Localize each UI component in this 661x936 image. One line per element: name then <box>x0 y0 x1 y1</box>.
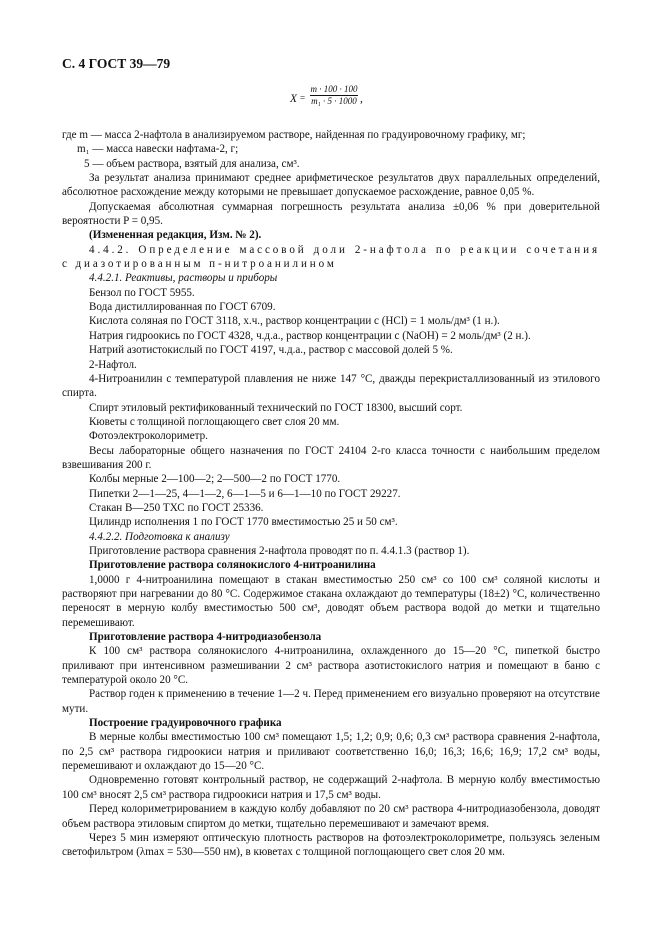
paragraph: Вода дистиллированная по ГОСТ 6709. <box>89 301 276 314</box>
paragraph: Перед колориметрированием в каждую колбу добавляют по 20 см³ раствора 4-нитродиазобензола, доводят объем раствора этиловым спиртом до метки, тщательно перемешивают и замечают время. <box>62 803 600 830</box>
paragraph: Натрий азотистокислый по ГОСТ 4197, ч.д.а., раствор с массовой долей 5 %. <box>89 344 453 357</box>
paragraph: Кюветы с толщиной поглощающего свет слоя 20 мм. <box>89 415 340 428</box>
paragraph: Через 5 мин измеряют оптическую плотность растворов на фотоэлектроколориметре, пользуясь зеленым светофильтром (λmax = 530—550 нм), в кюветах с толщиной поглощающего свет слоя 20 мм. <box>62 831 600 859</box>
paragraph: 5 — объем раствора, взятый для анализа, см³. <box>84 157 300 170</box>
paragraph: Весы лабораторные общего назначения по ГОСТ 24104 2-го класса точности с наибольшим пределом взвешивания 200 г. <box>62 444 600 471</box>
paragraph: Одновременно готовят контрольный раствор, не содержащий 2-нафтола. В мерную колбу вместимостью 100 см³ вносят 2,5 см³ раствора гидроокиси натрия и 17,5 см³ воды. <box>62 774 600 801</box>
page-header: С. 4 ГОСТ 39—79 <box>62 56 171 71</box>
procedure-heading: Приготовление раствора солянокислого 4-нитроанилина <box>89 559 376 572</box>
paragraph: Кислота соляная по ГОСТ 3118, х.ч., раствор концентрации с (HCl) = 1 моль/дм³ (1 н.). <box>89 315 500 328</box>
paragraph: 4-Нитроанилин с температурой плавления не ниже 147 °С, дважды перекристаллизованный из этилового спирта. <box>62 372 600 400</box>
paragraph: Спирт этиловый ректификованный технический по ГОСТ 18300, высший сорт. <box>89 401 463 414</box>
paragraph: Бензол по ГОСТ 5955. <box>89 286 195 299</box>
formula-equals: = <box>300 93 306 103</box>
paragraph: Допускаемая абсолютная суммарная погрешность результата анализа ±0,06 % при доверительной вероятности P = 0,95. <box>62 200 600 228</box>
section-note: (Измененная редакция, Изм. № 2). <box>89 229 262 242</box>
paragraph: Натрия гидроокись по ГОСТ 4328, ч.д.а., раствор концентрации с (NaOH) = 2 моль/дм³ (2 н.). <box>89 329 531 342</box>
procedure-heading: Построение градуировочного графика <box>89 717 282 730</box>
formula-denominator: m₁ · 5 · 1000 <box>311 96 357 106</box>
paragraph: В мерные колбы вместимостью 100 см³ помещают 1,5; 1,2; 0,9; 0,6; 0,3 см³ раствора сравнения 2-нафтола, по 2,5 см³ раствора гидроокиси натрия и приливают соответственно 16,0; 16,3; 16,6; 16,9; 17,2 см³ воды, перемешивают и охлаждают до 15—20 °С. <box>62 731 600 773</box>
paragraph: Колбы мерные 2—100—2; 2—500—2 по ГОСТ 1770. <box>89 473 341 486</box>
section-heading: 4.4.2. Определение массовой доли 2-нафтола по реакции сочетания с диазотированным п-нитроанилином <box>62 243 600 271</box>
paragraph: Фотоэлектроколориметр. <box>89 430 208 443</box>
subsection-heading: 4.4.2.2. Подготовка к анализу <box>89 530 230 543</box>
paragraph: 1,0000 г 4-нитроанилина помещают в стакан вместимостью 250 см³ со 100 см³ соляной кислоты и растворяют при нагревании до 80 °С. Содержимое стакана охлаждают до температуры (18±2) °С, количественно переносят в мерную колбу вместимостью 500 см³, доводят объем раствора водой до метки и тщательно перемешивают. <box>62 573 600 629</box>
paragraph: Раствор годен к применению в течение 1—2 ч. Перед применением его визуально проверяют на отсутствие мути. <box>62 688 600 715</box>
paragraph: Цилиндр исполнения 1 по ГОСТ 1770 вместимостью 25 и 50 см³. <box>89 516 398 529</box>
paragraph: Стакан В—250 ТХС по ГОСТ 25336. <box>89 501 264 514</box>
formula-fraction <box>310 84 358 107</box>
paragraph: 2-Нафтол. <box>89 358 137 371</box>
paragraph: Приготовление раствора сравнения 2-нафтола проводят по п. 4.4.1.3 (раствор 1). <box>89 544 470 557</box>
paragraph: m₁ — масса навески нафтама-2, г; <box>77 143 239 156</box>
formula-tail: , <box>360 93 363 105</box>
paragraph: К 100 см³ раствора солянокислого 4-нитроанилина, охлажденного до 15—20 °С, пипеткой быстро приливают при интенсивном размешивании 2 см³ раствора азотистокислого натрия и помещают в баню с температурой около 20 °С. <box>62 645 600 687</box>
formula-numerator: m · 100 · 100 <box>310 84 358 94</box>
paragraph: где m — масса 2-нафтола в анализируемом растворе, найденная по градуировочному графику, мг; <box>62 129 526 141</box>
paragraph: За результат анализа принимают среднее арифметическое результатов двух параллельных определений, абсолютное расхождение между которыми не превышает допускаемое расхождение, равное 0,05 %. <box>62 172 600 199</box>
document-body <box>62 128 600 860</box>
formula-lhs: X <box>290 93 298 105</box>
paragraph: Пипетки 2—1—25, 4—1—2, 6—1—5 и 6—1—10 по ГОСТ 29227. <box>89 487 401 500</box>
subsection-heading: 4.4.2.1. Реактивы, растворы и приборы <box>89 272 278 285</box>
procedure-heading: Приготовление раствора 4-нитродиазобензола <box>89 631 322 644</box>
